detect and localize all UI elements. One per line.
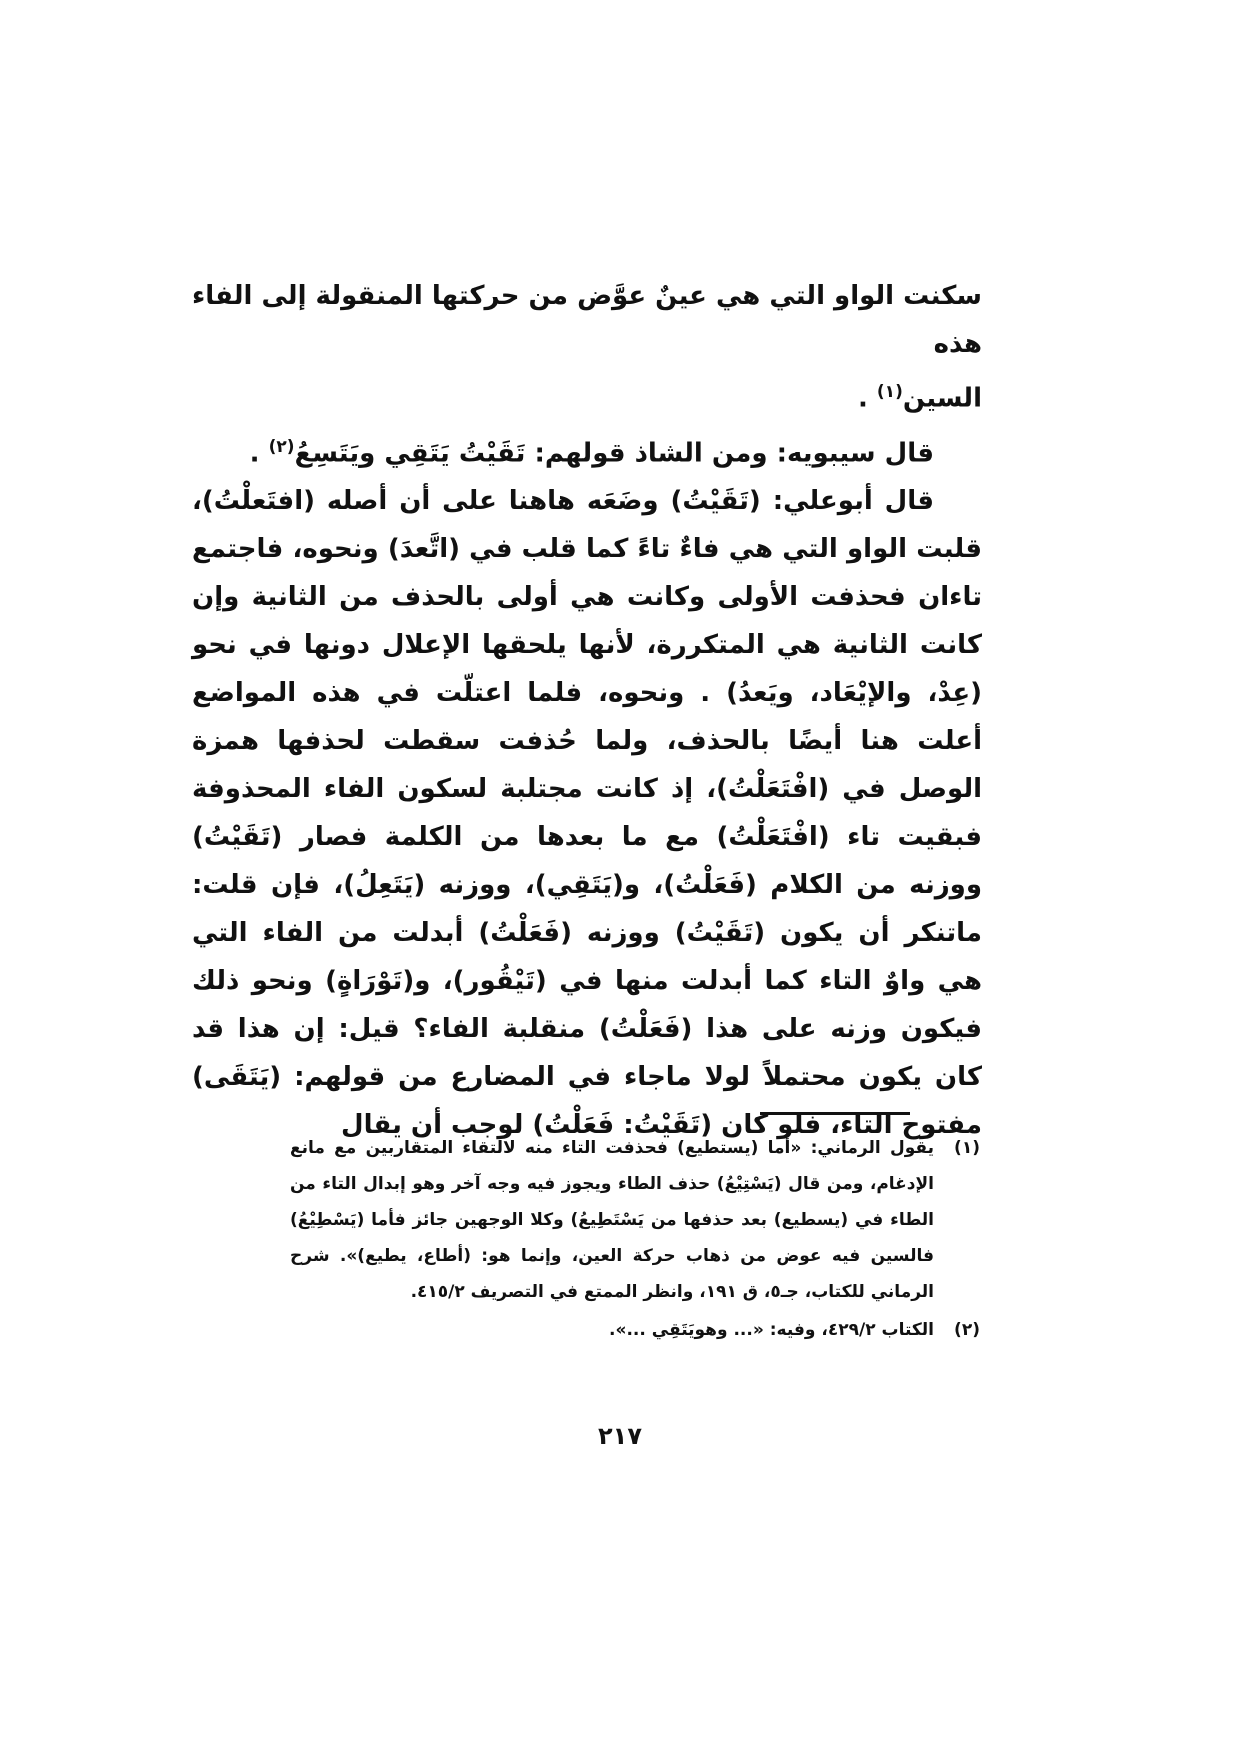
intro-line-2: السين	[902, 383, 982, 414]
intro-paragraph	[192, 272, 982, 423]
footnote-1	[290, 1130, 980, 1310]
abu-ali-paragraph: قال أبوعلي: (تَقَيْتُ) وضَعَه هاهنا على أن أصله (افتَعلْتُ)، قلبت الواو التي هي فاءٌ تاءً كما قلب في (اتَّعدَ) ونحوه، فاجتمع تاءان فحذفت الأولى وكانت هي أولى بالحذف من الثانية وإن كانت الثانية هي المتكررة، لأنها يلحقها الإعلال دونها في نحو (عِدْ، والإيْعَاد، ويَعدُ) . ونحوه، فلما اعتلّت في هذه المواضع أعلت هنا أيضًا بالحذف، ولما حُذفت سقطت لحذفها همزة الوصل في (افْتَعَلْتُ)، إذ كانت مجتلبة لسكون الفاء المحذوفة فبقيت تاء (افْتَعَلْتُ) مع ما بعدها من الكلمة فصار (تَقَيْتُ) ووزنه من الكلام (فَعَلْتُ)، و(يَتَقِي)، ووزنه (يَتَعِلُ)، فإن قلت: ماتنكر أن يكون (تَقَيْتُ) ووزنه (فَعَلْتُ) أبدلت من الفاء التي هي واوٌ التاء كما أبدلت منها في (تَيْقُور)، و(تَوْرَاةٍ) ونحو ذلك فيكون وزنه على هذا (فَعَلْتُ) منقلبة الفاء؟ قيل: إن هذا قد كان يكون محتملاً لولا ماجاء في المضارع من قولهم: (يَتَقَى) مفتوح التاء، فلو كان (تَقَيْتُ: فَعَلْتُ) لوجب أن يقال	[192, 486, 982, 1141]
footnote-2-number: (٢)	[954, 1320, 980, 1340]
page-number: ٢١٧	[598, 1422, 642, 1450]
footnote-2-text: الكتاب ٤٢٩/٢، وفيه: «... وهويَتَقِي ...».	[609, 1320, 934, 1340]
main-text-block	[192, 272, 982, 1149]
footnote-1-text: يقول الرماني: «أما (يستطيع) فحذفت التاء منه لالتقاء المتقاربين مع مانع الإدغام، ومن قال (يَسْتِيْعُ) حذف الطاء ويجوز فيه وجه آخر وهو إبدال التاء من الطاء في (يسطيع) بعد حذفها من يَسْتَطِيعُ) وكلا الوجهين جائز فأما (يَسْطِيْعُ) فالسين فيه عوض من ذهاب حركة العين، وإنما هو: (أطاع، يطيع)». شرح الرماني للكتاب، جـ٥، ق ١٩١، وانظر الممتع في التصريف ٤١٥/٢.	[290, 1138, 934, 1302]
footnote-ref-2: (٢)	[268, 436, 295, 457]
footnotes-block	[290, 1130, 980, 1350]
sibawayh-text: ومن الشاذ قولهم: تَقَيْتُ يَتَقِي ويَتَسِعُ	[294, 438, 777, 469]
sibawayh-end: .	[249, 438, 269, 469]
intro-line-1: سكنت الواو التي هي عينٌ عوَّض من حركتها المنقولة إلى الفاء هذه	[192, 281, 982, 359]
sibawayh-speaker: قال سيبويه:	[776, 438, 934, 469]
intro-end: .	[857, 383, 877, 414]
footnote-separator	[760, 1112, 910, 1115]
footnote-2	[290, 1312, 980, 1348]
footnote-1-number: (١)	[954, 1138, 980, 1158]
sibawayh-paragraph	[192, 423, 982, 478]
footnote-ref-1: (١)	[876, 382, 903, 402]
